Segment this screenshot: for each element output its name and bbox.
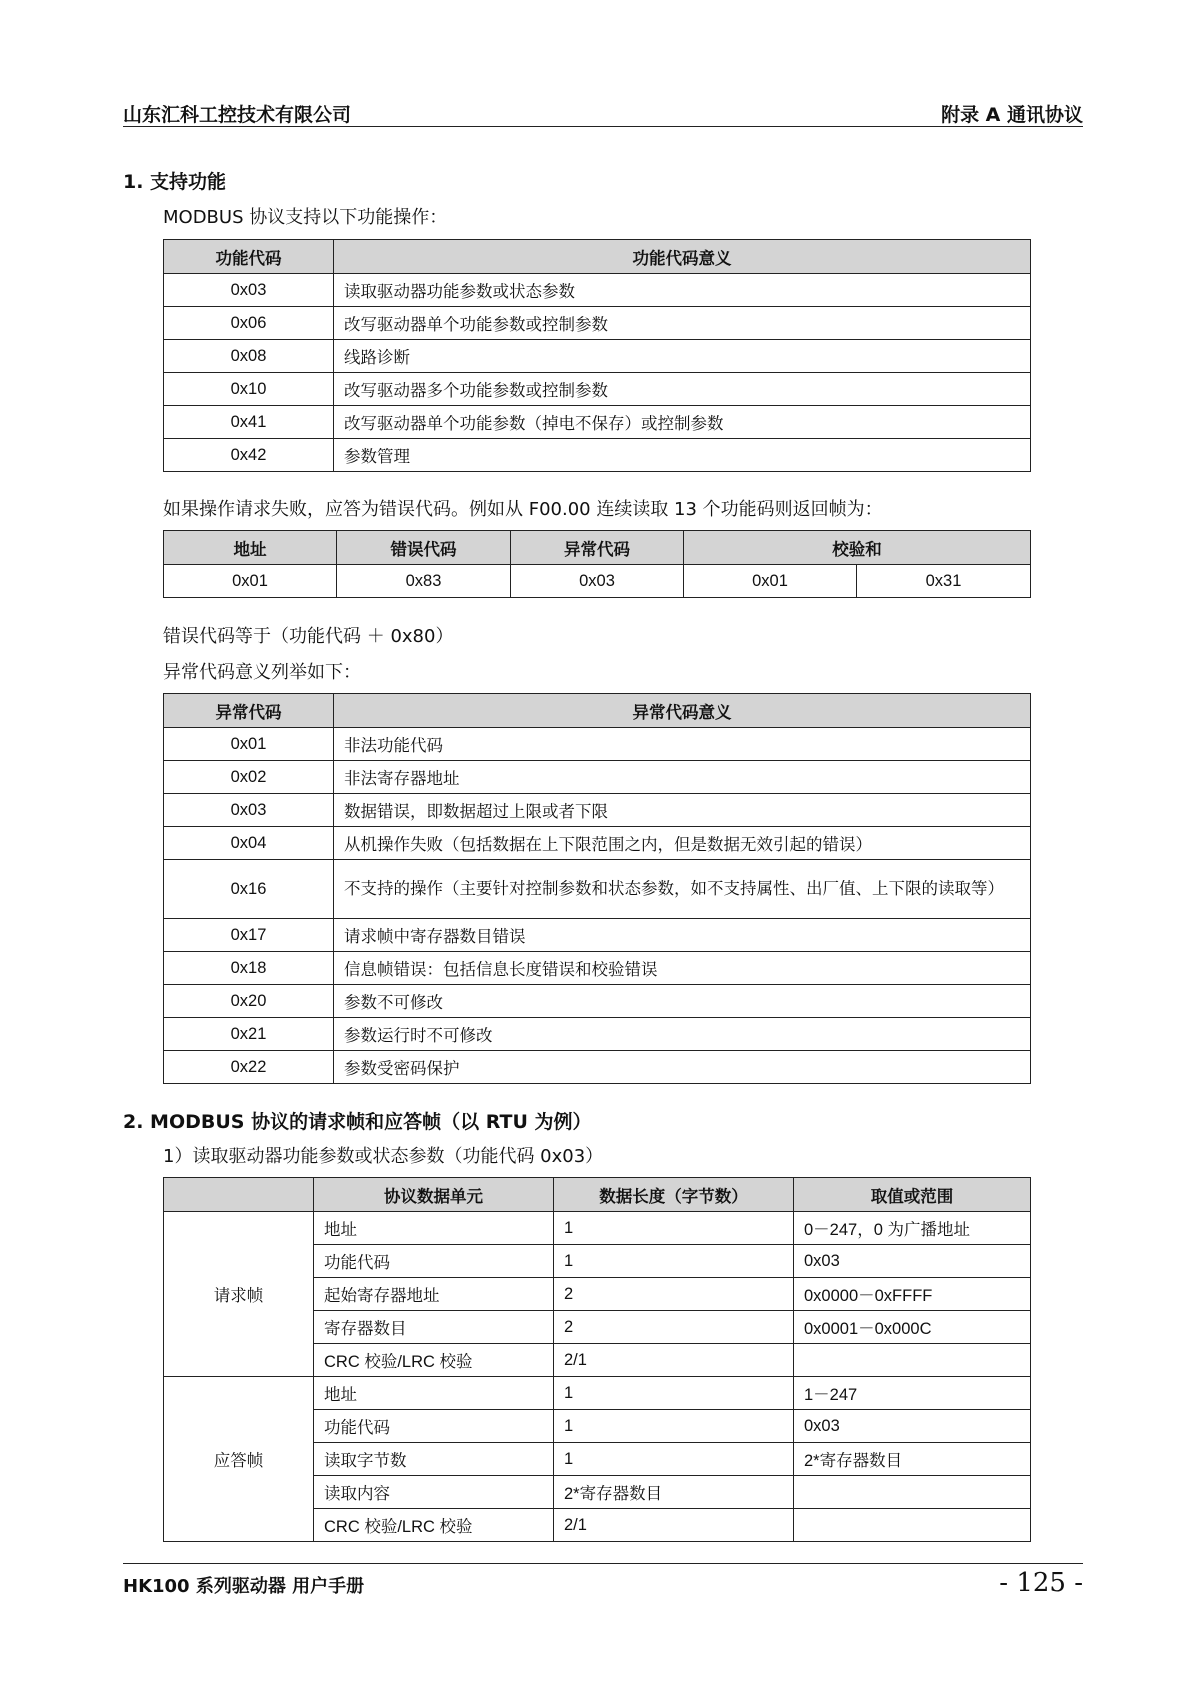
table-row: [164, 373, 1031, 406]
table-row: [164, 439, 1031, 472]
header-company: 山东汇科工控技术有限公司: [123, 104, 352, 126]
cell-address: 0x01: [164, 565, 337, 598]
table-row: [164, 565, 1031, 598]
footer-rule: [123, 1563, 1083, 1564]
table-row: [164, 728, 1031, 761]
frame-table: [163, 1177, 1031, 1542]
cell-unit: 功能代码: [314, 1245, 554, 1278]
cell-meaning: 参数运行时不可修改: [334, 1018, 1031, 1051]
cell-meaning: 读取驱动器功能参数或状态参数: [334, 274, 1031, 307]
cell-length: 1: [554, 1212, 794, 1245]
cell-unit: CRC 校验/LRC 校验: [314, 1509, 554, 1542]
error-note: 错误代码等于（功能代码 ＋ 0x80）: [163, 626, 454, 647]
cell-code: 0x21: [164, 1018, 334, 1051]
cell-meaning: 参数管理: [334, 439, 1031, 472]
table-row: [164, 1377, 1031, 1410]
header-cell: 功能代码: [164, 240, 334, 274]
header-cell: 功能代码意义: [334, 240, 1031, 274]
cell-unit: CRC 校验/LRC 校验: [314, 1344, 554, 1377]
cell-unit: 起始寄存器地址: [314, 1278, 554, 1311]
cell-code: 0x04: [164, 827, 334, 860]
cell-range: 0x03: [794, 1245, 1031, 1278]
cell-range: [794, 1476, 1031, 1509]
cell-unit: 地址: [314, 1212, 554, 1245]
cell-code: 0x16: [164, 860, 334, 919]
cell-exception-code: 0x03: [511, 565, 684, 598]
header-cell: 数据长度（字节数）: [554, 1178, 794, 1212]
cell-unit: 功能代码: [314, 1410, 554, 1443]
footer-manual-title: HK100 系列驱动器 用户手册: [123, 1576, 365, 1597]
table-row: [164, 794, 1031, 827]
header-cell: 异常代码意义: [334, 694, 1031, 728]
request-frame-label: 请求帧: [164, 1212, 314, 1377]
cell-range: 1－247: [794, 1377, 1031, 1410]
table-row: [164, 1212, 1031, 1245]
cell-code: 0x41: [164, 406, 334, 439]
cell-unit: 读取内容: [314, 1476, 554, 1509]
table-row: [164, 1051, 1031, 1084]
cell-length: 1: [554, 1443, 794, 1476]
cell-error-code: 0x83: [337, 565, 511, 598]
table-header-row: [164, 1178, 1031, 1212]
cell-code: 0x08: [164, 340, 334, 373]
cell-meaning: 改写驱动器单个功能参数或控制参数: [334, 307, 1031, 340]
cell-meaning: 线路诊断: [334, 340, 1031, 373]
table-row: [164, 827, 1031, 860]
page-number: - 125 -: [999, 1568, 1083, 1598]
cell-meaning: 非法功能代码: [334, 728, 1031, 761]
page-header: [123, 96, 1083, 126]
cell-length: 1: [554, 1377, 794, 1410]
section2-sub1: 1）读取驱动器功能参数或状态参数（功能代码 0x03）: [163, 1146, 604, 1167]
exception-code-table: [163, 693, 1031, 1084]
header-chapter: 附录 A 通讯协议: [941, 104, 1083, 126]
header-cell: 协议数据单元: [314, 1178, 554, 1212]
cell-range: 2*寄存器数目: [794, 1443, 1031, 1476]
cell-range: [794, 1344, 1031, 1377]
header-cell: 取值或范围: [794, 1178, 1031, 1212]
table-row: [164, 340, 1031, 373]
cell-code: 0x10: [164, 373, 334, 406]
error-frame-table: [163, 530, 1031, 598]
header-cell: 校验和: [684, 531, 1031, 565]
cell-meaning: 信息帧错误：包括信息长度错误和校验错误: [334, 952, 1031, 985]
cell-unit: 读取字节数: [314, 1443, 554, 1476]
header-cell: 异常代码: [511, 531, 684, 565]
table-header-row: [164, 240, 1031, 274]
table-row: [164, 761, 1031, 794]
cell-meaning: 非法寄存器地址: [334, 761, 1031, 794]
section1-intro: MODBUS 协议支持以下功能操作：: [163, 207, 448, 228]
cell-code: 0x17: [164, 919, 334, 952]
header-cell: 地址: [164, 531, 337, 565]
cell-code: 0x18: [164, 952, 334, 985]
cell-range: 0x0001－0x000C: [794, 1311, 1031, 1344]
table-row: [164, 985, 1031, 1018]
function-code-table: [163, 239, 1031, 472]
cell-meaning: 不支持的操作（主要针对控制参数和状态参数，如不支持属性、出厂值、上下限的读取等）: [334, 860, 1031, 919]
cell-range: 0x03: [794, 1410, 1031, 1443]
table-row: [164, 860, 1031, 919]
table-row: [164, 406, 1031, 439]
cell-code: 0x03: [164, 274, 334, 307]
cell-range: [794, 1509, 1031, 1542]
table-row: [164, 307, 1031, 340]
cell-meaning: 参数不可修改: [334, 985, 1031, 1018]
cell-code: 0x06: [164, 307, 334, 340]
cell-range: 0－247，0 为广播地址: [794, 1212, 1031, 1245]
cell-code: 0x02: [164, 761, 334, 794]
header-cell: 异常代码: [164, 694, 334, 728]
cell-unit: 寄存器数目: [314, 1311, 554, 1344]
table-row: [164, 919, 1031, 952]
table-row: [164, 274, 1031, 307]
cell-length: 2: [554, 1278, 794, 1311]
cell-length: 2/1: [554, 1344, 794, 1377]
table-header-row: [164, 694, 1031, 728]
cell-code: 0x22: [164, 1051, 334, 1084]
section1-title: 1. 支持功能: [123, 171, 227, 193]
cell-length: 1: [554, 1245, 794, 1278]
table-row: [164, 952, 1031, 985]
cell-unit: 地址: [314, 1377, 554, 1410]
error-intro: 如果操作请求失败，应答为错误代码。例如从 F00.00 连续读取 13 个功能码则返回帧为：: [163, 499, 883, 520]
cell-checksum: 0x01: [684, 565, 857, 598]
cell-length: 2: [554, 1311, 794, 1344]
response-frame-label: 应答帧: [164, 1377, 314, 1542]
cell-range: 0x0000－0xFFFF: [794, 1278, 1031, 1311]
header-rule: [123, 126, 1083, 127]
cell-meaning: 请求帧中寄存器数目错误: [334, 919, 1031, 952]
cell-code: 0x01: [164, 728, 334, 761]
cell-meaning: 参数受密码保护: [334, 1051, 1031, 1084]
cell-code: 0x20: [164, 985, 334, 1018]
table-row: [164, 1018, 1031, 1051]
cell-meaning: 从机操作失败（包括数据在上下限范围之内，但是数据无效引起的错误）: [334, 827, 1031, 860]
cell-length: 1: [554, 1410, 794, 1443]
cell-meaning: 数据错误，即数据超过上限或者下限: [334, 794, 1031, 827]
cell-length: 2*寄存器数目: [554, 1476, 794, 1509]
section2-title: 2. MODBUS 协议的请求帧和应答帧（以 RTU 为例）: [123, 1111, 592, 1133]
table-header-row: [164, 531, 1031, 565]
cell-length: 2/1: [554, 1509, 794, 1542]
header-cell: [164, 1178, 314, 1212]
cell-meaning: 改写驱动器单个功能参数（掉电不保存）或控制参数: [334, 406, 1031, 439]
cell-checksum: 0x31: [857, 565, 1031, 598]
cell-code: 0x42: [164, 439, 334, 472]
cell-meaning: 改写驱动器多个功能参数或控制参数: [334, 373, 1031, 406]
header-cell: 错误代码: [337, 531, 511, 565]
cell-code: 0x03: [164, 794, 334, 827]
exception-intro: 异常代码意义列举如下：: [163, 662, 361, 683]
